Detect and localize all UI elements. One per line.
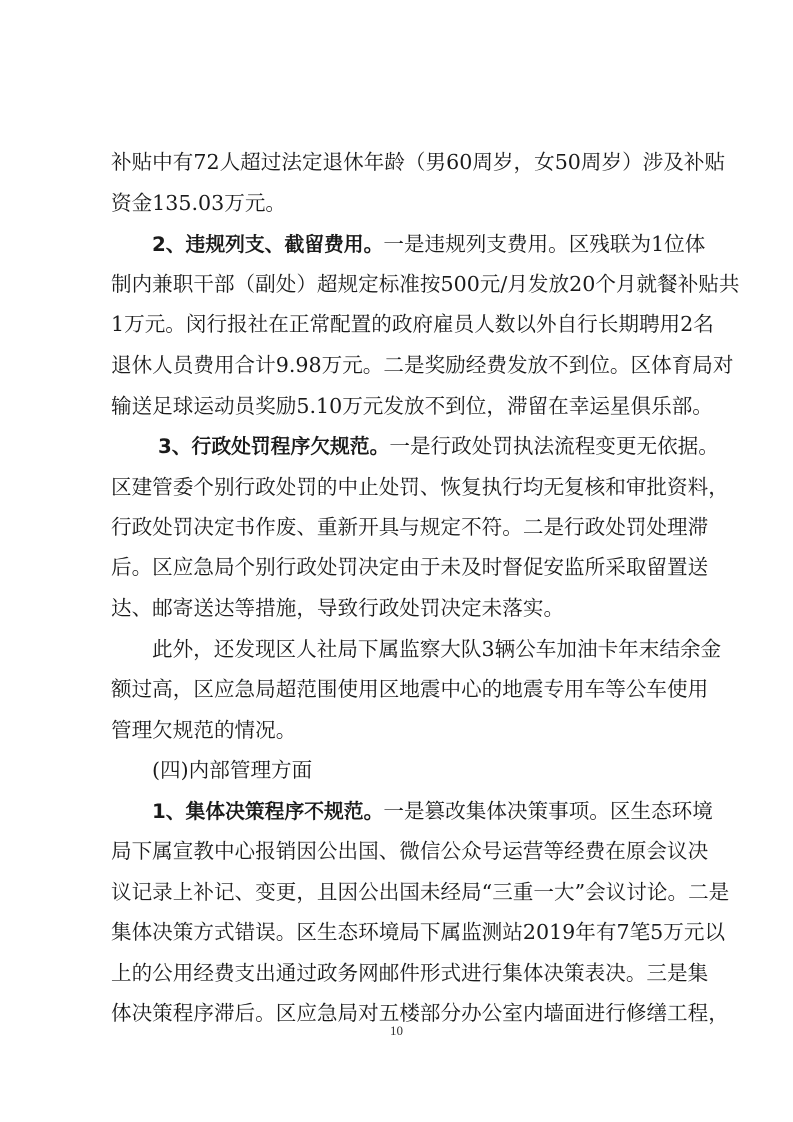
body-text-line: 行政处罚决定书作废、重新开具与规定不符。二是行政处罚处理滞 [111,515,709,539]
item-2-heading: 2、违规列支、截留费用。 [152,233,384,256]
item-1-heading: 1、集体决策程序不规范。 [152,800,384,823]
body-text-line: 局下属宣教中心报销因公出国、微信公众号运营等经费在原会议决 [111,839,709,863]
item-3-heading: 3、行政处罚程序欠规范。 [158,435,390,458]
body-text-line: 1万元。闵行报社在正常配置的政府雇员人数以外自行长期聘用2名 [111,312,714,336]
page-number: 10 [390,1023,403,1038]
body-text-line: 制内兼职干部（副处）超规定标准按500元/月发放20个月就餐补贴共 [111,272,740,296]
paragraph-item-3-first-line [158,428,719,464]
body-text: 一是行政处罚执法流程变更无依据。 [389,434,719,458]
body-text-line: 区建管委个别行政处罚的中止处罚、恢复执行均无复核和审批资料， [111,475,729,499]
body-text-line: 达、邮寄送达等措施，导致行政处罚决定未落实。 [111,596,565,620]
body-text-line: 补贴中有72人超过法定退休年龄（男60周岁，女50周岁）涉及补贴 [111,150,726,174]
body-text-line: 集体决策方式错误。区生态环境局下属监测站2019年有7笔5万元以 [111,920,726,944]
paragraph-item-2-first-line [152,226,706,262]
body-text-line: 退休人员费用合计9.98万元。二是奖励经费发放不到位。区体育局对 [111,353,734,377]
body-text-line: 资金135.03万元。 [111,191,287,215]
body-text-line: 体决策程序滞后。区应急局对五楼部分办公室内墙面进行修缮工程， [111,1001,729,1025]
body-text-line: 后。区应急局个别行政处罚决定由于未及时督促安监所采取留置送 [111,555,709,579]
body-text-line: 额过高，区应急局超范围使用区地震中心的地震专用车等公车使用 [111,677,709,701]
body-text-line: 上的公用经费支出通过政务网邮件形式进行集体决策表决。三是集 [111,961,709,985]
body-text-line: 输送足球运动员奖励5.10万元发放不到位，滞留在幸运星俱乐部。 [111,394,713,418]
body-text-line: 议记录上补记、变更，且因公出国未经局“三重一大”会议讨论。二是 [111,880,730,904]
body-text: 一是违规列支费用。区残联为1位体 [383,232,706,256]
section-heading: (四)内部管理方面 [152,758,313,782]
body-text-line: 此外，还发现区人社局下属监察大队3辆公车加油卡年末结余金 [152,637,722,661]
body-text-line: 管理欠规范的情况。 [111,718,297,742]
body-text: 一是篡改集体决策事项。区生态环境 [383,799,713,823]
paragraph-item-1-first-line [152,793,713,829]
